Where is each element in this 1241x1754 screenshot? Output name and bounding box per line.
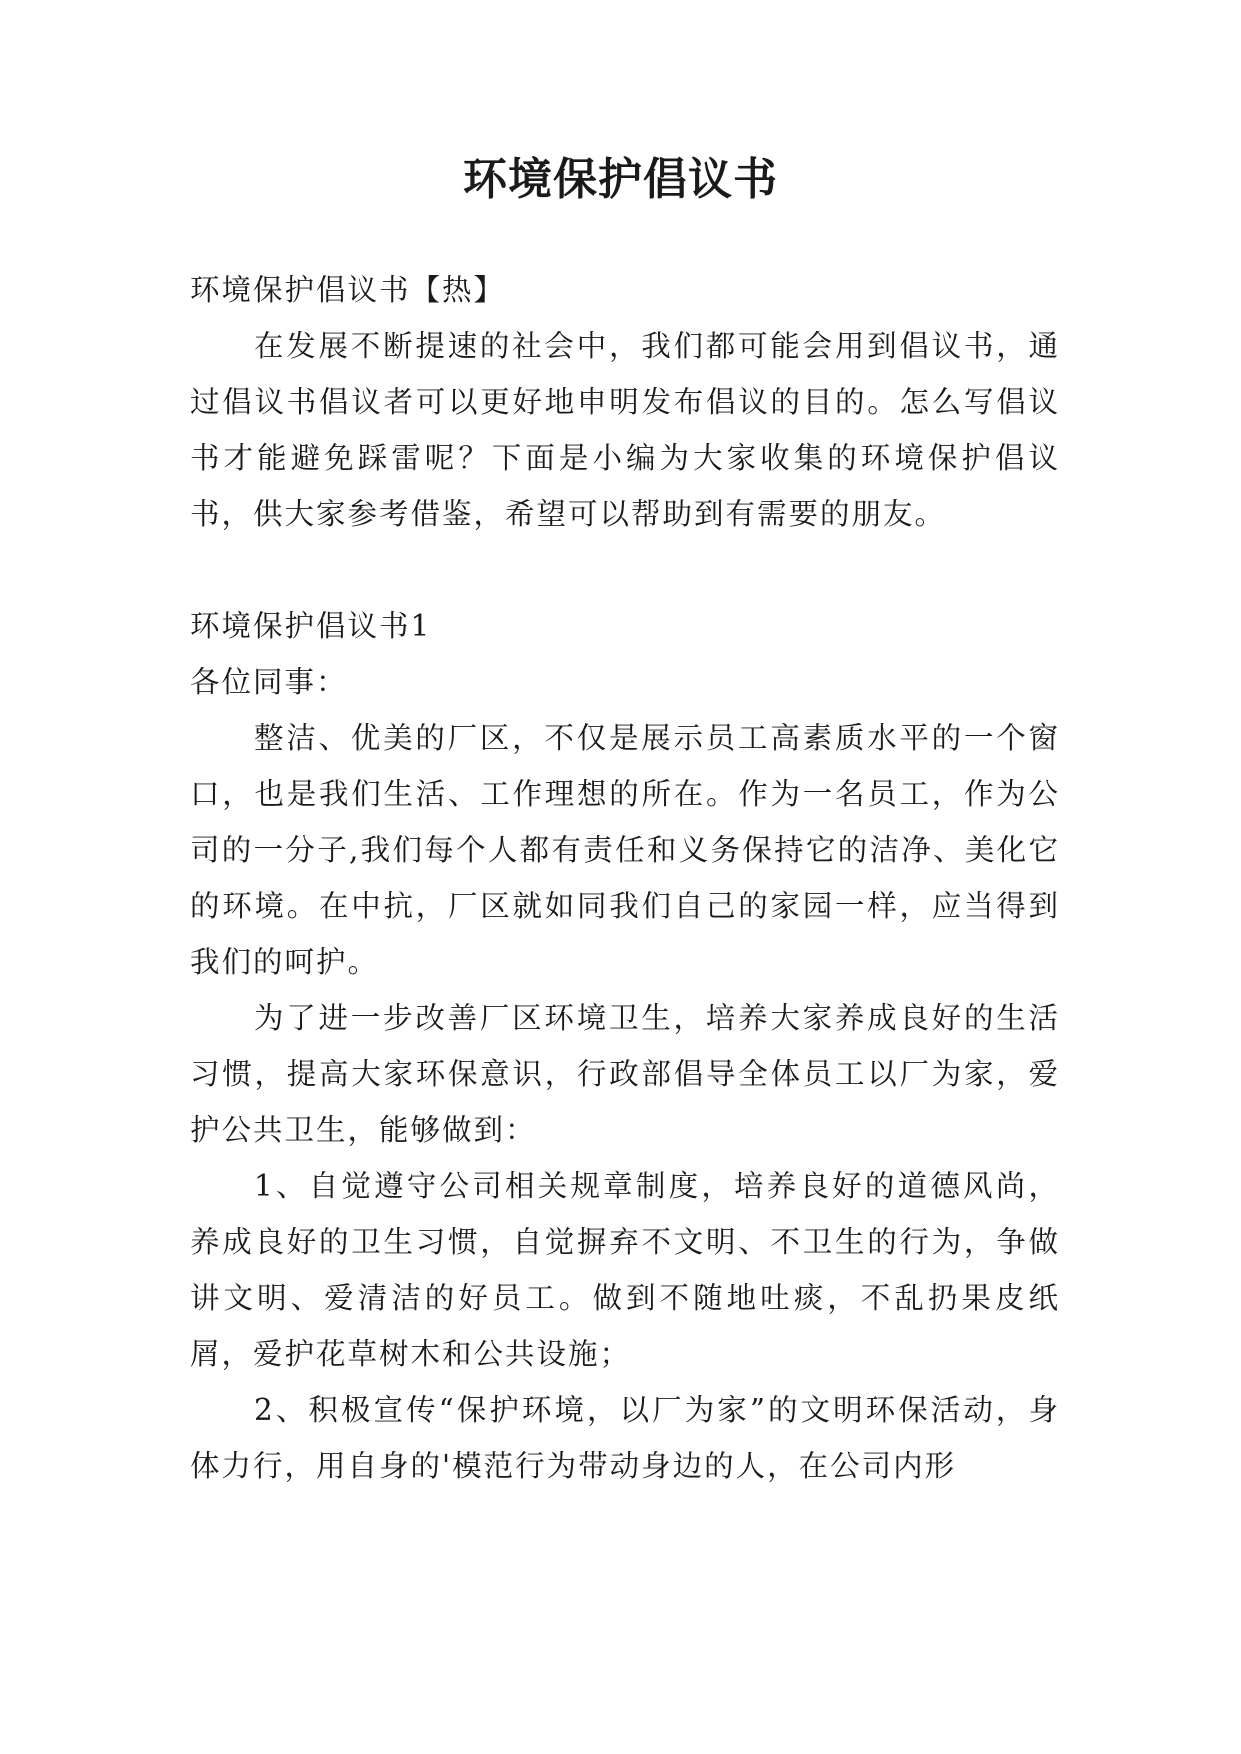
- body-paragraph: 整洁、优美的厂区，不仅是展示员工高素质水平的一个窗口，也是我们生活、工作理想的所在。作为一名员工，作为公司的一分子,我们每个人都有责任和义务保持它的洁净、美化它的环境。在中抗，厂区就如同我们自己的家园一样，应当得到我们的呵护。: [190, 721, 1060, 979]
- intro-paragraph: 在发展不断提速的社会中，我们都可能会用到倡议书，通过倡议书倡议者可以更好地申明发布倡议的目的。怎么写倡议书才能避免踩雷呢？下面是小编为大家收集的环境保护倡议书，供大家参考借鉴，希望可以帮助到有需要的朋友。: [190, 329, 1060, 531]
- document-body: [190, 262, 1060, 1494]
- document-subtitle: 环境保护倡议书【热】: [190, 273, 506, 307]
- body-paragraph: 1、自觉遵守公司相关规章制度，培养良好的道德风尚，养成良好的卫生习惯，自觉摒弃不文明、不卫生的行为，争做讲文明、爱清洁的好员工。做到不随地吐痰，不乱扔果皮纸屑，爱护花草树木和公共设施；: [190, 1169, 1060, 1371]
- body-paragraph: 为了进一步改善厂区环境卫生，培养大家养成良好的生活习惯，提高大家环保意识，行政部倡导全体员工以厂为家，爱护公共卫生，能够做到：: [190, 1001, 1060, 1147]
- body-paragraph: 2、积极宣传“保护环境，以厂为家”的文明环保活动，身体力行，用自身的'模范行为带动身边的人，在公司内形: [190, 1393, 1060, 1483]
- section-heading: 环境保护倡议书1: [190, 609, 432, 643]
- salutation: 各位同事：: [190, 665, 348, 699]
- document-title: 环境保护倡议书: [463, 154, 778, 205]
